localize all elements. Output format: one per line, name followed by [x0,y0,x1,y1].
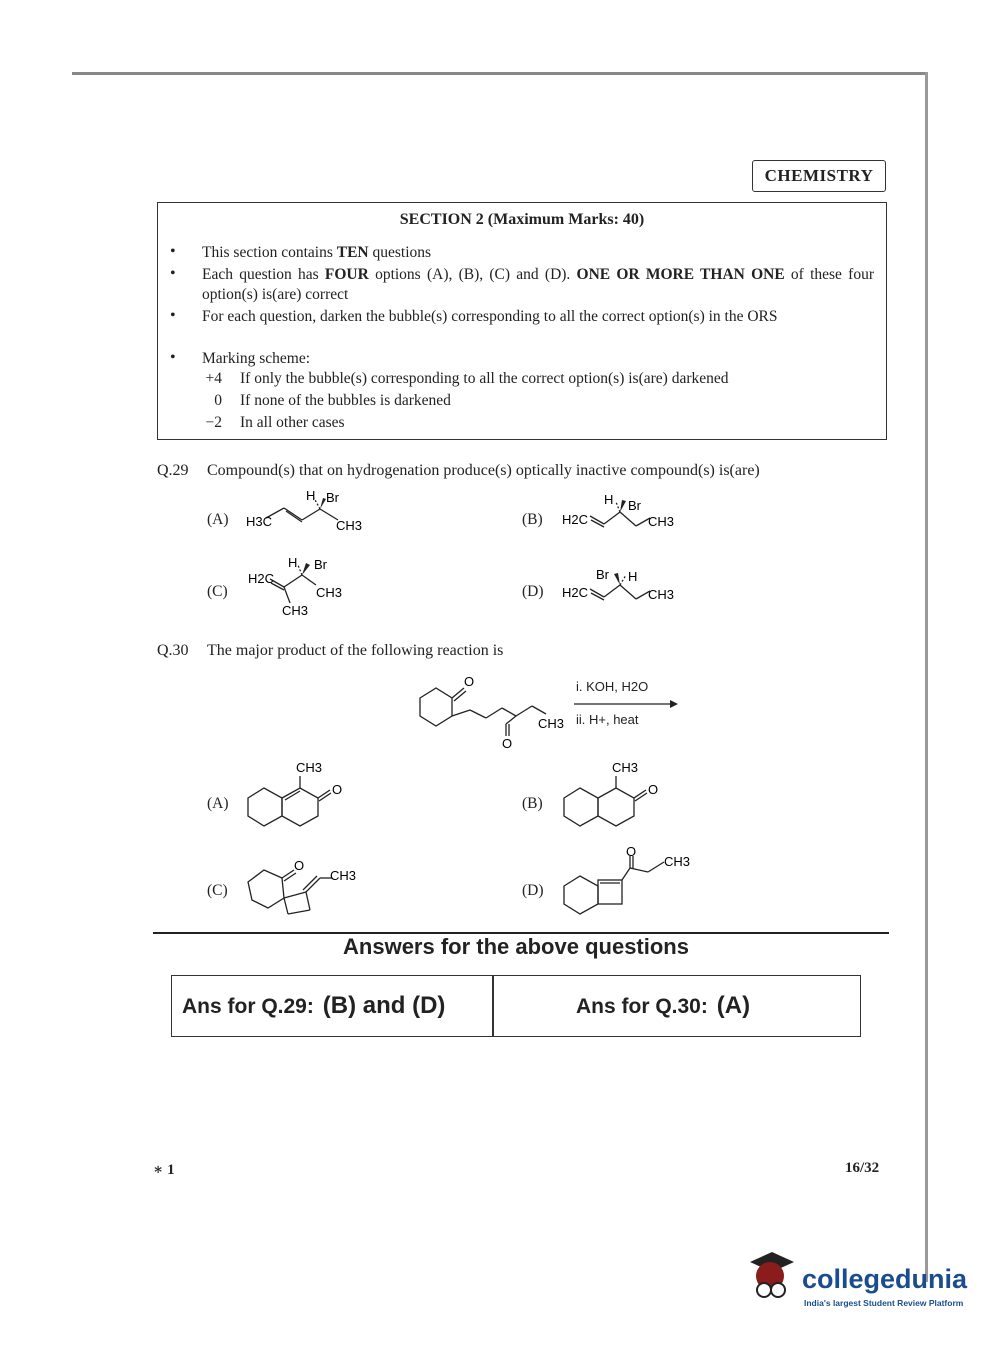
top-rule [72,72,928,75]
svg-text:CH3: CH3 [316,585,343,600]
mark-text: If none of the bubbles is darkened [240,392,451,409]
q30-number: Q.30 [157,642,189,659]
q30-option-d-label: (D) [522,882,544,899]
instruction-4: Marking scheme: [202,350,311,367]
svg-text:CH3: CH3 [648,514,675,529]
svg-text:CH3: CH3 [330,868,357,883]
instruction-1: This section contains TEN questions [202,244,432,261]
svg-text:H: H [306,488,316,503]
svg-text:H3C: H3C [246,514,273,529]
svg-text:Br: Br [596,567,609,582]
svg-text:H2C: H2C [562,585,589,600]
q30-option-b-structure [560,758,670,833]
instruction-2: Each question has FOUR options (A), (B), (C) and (D). ONE OR MORE THAN ONE of these four option(s) is(are) correct [202,266,874,303]
answers-divider [492,976,494,1036]
subject-tag: CHEMISTRY [752,160,886,192]
svg-text:H2C: H2C [248,571,275,586]
bullet: • [170,349,176,366]
q29-option-d-structure [560,565,700,610]
svg-text:CH3: CH3 [648,587,675,602]
right-margin-rule [925,72,928,1282]
svg-text:CH3: CH3 [664,854,691,869]
q29-answer: Ans for Q.29: (B) and (D) [182,992,446,1019]
q30-option-b-label: (B) [522,795,543,812]
q29-option-c-label: (C) [207,583,228,600]
answers-box [171,975,861,1037]
svg-text:O: O [648,782,659,797]
svg-text:Br: Br [314,557,327,572]
svg-text:O: O [502,736,513,751]
svg-text:Br: Br [326,490,339,505]
q30-answer: Ans for Q.30: (A) [576,992,751,1019]
reagent-2: ii. H+, heat [576,712,639,727]
bullet: • [170,307,176,324]
q30-option-a-structure [244,758,354,833]
svg-text:H: H [628,569,638,584]
q29-text: Compound(s) that on hydrogenation produce(s) optically inactive compound(s) is(are) [207,462,760,479]
q30-reactant-structure [412,670,582,752]
footer-marker: ∗ 1 [153,1162,175,1178]
logo-wordmark: collegedunia [802,1264,968,1294]
svg-text:CH3: CH3 [612,760,639,775]
svg-text:O: O [464,674,475,689]
q29-option-a-structure [240,486,380,536]
svg-text:H: H [604,492,614,507]
svg-text:O: O [626,844,637,859]
answers-title: Answers for the above questions [343,934,689,959]
q30-option-c-label: (C) [207,882,228,899]
instruction-3: For each question, darken the bubble(s) corresponding to all the correct option(s) in the ORS [202,308,778,325]
svg-text:Br: Br [628,498,641,513]
q29-option-c-structure [244,553,364,623]
q29-option-b-label: (B) [522,511,543,528]
svg-text:CH3: CH3 [282,603,309,618]
svg-text:H: H [288,555,298,570]
q30-option-d-structure [560,842,700,922]
q30-text: The major product of the following reaction is [207,642,504,659]
reagent-1: i. KOH, H2O [576,679,649,694]
svg-text:H2C: H2C [562,512,589,527]
mark-text: If only the bubble(s) corresponding to all the correct option(s) is(are) darkened [240,370,729,387]
q29-number: Q.29 [157,462,189,479]
bullet: • [170,265,176,282]
q29-option-d-label: (D) [522,583,544,600]
mark-score: 0 [214,392,222,409]
q30-option-a-label: (A) [207,795,229,812]
q29-option-a-label: (A) [207,511,229,528]
svg-text:O: O [294,858,305,873]
section-title: SECTION 2 (Maximum Marks: 40) [399,211,645,228]
svg-text:O: O [332,782,343,797]
q29-option-b-structure [560,490,700,535]
mark-score: +4 [205,370,222,387]
svg-text:CH3: CH3 [296,760,323,775]
mark-text: In all other cases [240,414,345,431]
q30-option-c-structure [244,852,364,922]
mark-score: −2 [205,414,222,431]
section-instructions-box [157,202,887,440]
collegedunia-logo-icon [742,1246,802,1306]
logo-tagline: India's largest Student Review Platform [804,1298,964,1308]
svg-text:CH3: CH3 [336,518,363,533]
reaction-arrow [572,698,682,710]
svg-text:CH3: CH3 [538,716,565,731]
page-number: 16/32 [845,1160,880,1176]
bullet: • [170,243,176,260]
